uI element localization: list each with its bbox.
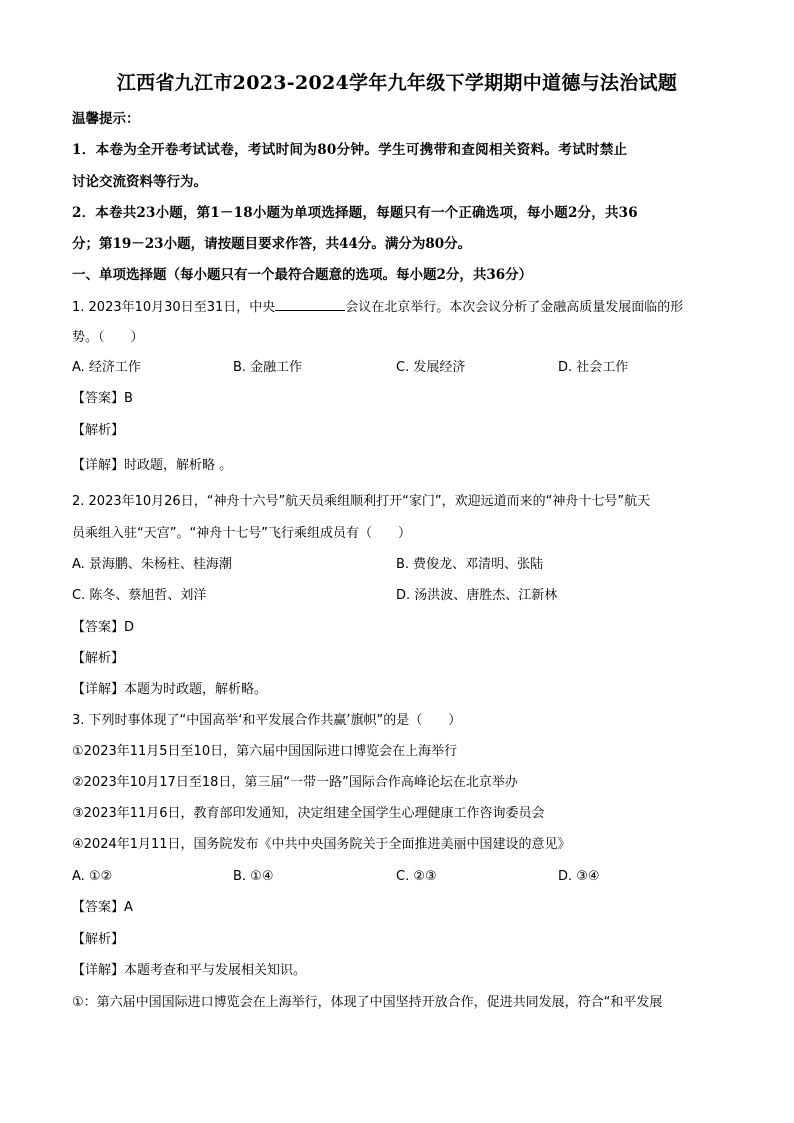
q1-answer-tag: 【答案】 (72, 391, 125, 406)
q3-detail (72, 961, 722, 981)
tips-heading: 温馨提示： (72, 111, 140, 127)
q1-detail (72, 456, 722, 476)
q2-stem-cont: 员乘组入驻“天宫”。“神舟十七号”飞行乘组成员有（ ） (72, 526, 411, 541)
q2-option-b: B. 费俊龙、邓清明、张陆 (396, 557, 544, 572)
q3-stem: 3. 下列时事体现了“中国高举‘和平发展合作共赢’旗帜”的是（ ） (72, 713, 462, 728)
tips-line-2b: 分；第19－23小题，请按题目要求作答，共44分。满分为80分。 (72, 236, 472, 252)
q3-answer (72, 898, 722, 918)
q2-detail (72, 680, 722, 700)
tips-line-2: 2．本卷共23小题，第1－18小题为单项选择题，每题只有一个正确选项，每小题2分，共36 (72, 205, 638, 221)
q3-answer-tag: 【答案】 (72, 900, 125, 915)
q1-option-a: A. 经济工作 (72, 360, 141, 375)
q3-option-a: A. ①② (72, 869, 113, 884)
q3-item-4: ④2024年1月11日，国务院发布《中共中央国务院关于全面推进美丽中国建设的意见》 (72, 837, 571, 852)
tips-line-1: 1．本卷为全开卷考试试卷，考试时间为80分钟。学生可携带和查阅相关资料。考试时禁止 (72, 142, 628, 158)
q1-answer (72, 389, 722, 409)
q1-stem-cont: 势。（ ） (72, 330, 144, 345)
q1-stem-end: 会议在北京举行。本次会议分析了金融高质量发展面临的形 (345, 300, 684, 315)
q3-detail-text: 本题考查和平与发展相关知识。 (124, 963, 307, 978)
q2-answer-tag: 【答案】 (72, 620, 125, 635)
q3-option-c: C. ②③ (396, 869, 437, 884)
q1-option-c: C. 发展经济 (396, 360, 466, 375)
section-heading: 一、单项选择题（每小题只有一个最符合题意的选项。每小题2分，共36分） (72, 267, 533, 283)
page-title: 江西省九江市2023-2024学年九年级下学期期中道德与法治试题 (116, 72, 678, 94)
q1-analysis-tag: 【解析】 (72, 423, 125, 438)
q2-option-a: A. 景海鹏、朱杨柱、桂海潮 (72, 557, 232, 572)
q2-answer-value: D (124, 620, 135, 635)
q2-detail-text: 本题为时政题，解析略。 (124, 682, 268, 697)
q3-detail-tag: 【详解】 (72, 963, 125, 978)
q1-stem-start: 1. 2023年10月30日至31日，中央 (72, 300, 276, 315)
q2-answer (72, 618, 722, 638)
q3-option-b: B. ①④ (233, 869, 274, 884)
q3-answer-value: A (124, 900, 133, 915)
q2-detail-tag: 【详解】 (72, 682, 125, 697)
q3-item-1: ①2023年11月5日至10日，第六届中国国际进口博览会在上海举行 (72, 744, 458, 759)
tips-line-1b: 讨论交流资料等行为。 (72, 174, 207, 190)
q1-detail-tag: 【详解】 (72, 458, 125, 473)
q2-analysis-tag: 【解析】 (72, 651, 125, 666)
q1-option-b: B. 金融工作 (233, 360, 303, 375)
q1-answer-value: B (124, 391, 133, 406)
q1-stem (72, 298, 722, 318)
q3-option-d: D. ③④ (558, 869, 600, 884)
q3-analysis-tag: 【解析】 (72, 932, 125, 947)
q1-option-d: D. 社会工作 (558, 360, 629, 375)
q3-item-3: ③2023年11月6日，教育部印发通知，决定组建全国学生心理健康工作咨询委员会 (72, 806, 545, 821)
q2-option-d: D. 汤洪波、唐胜杰、江新林 (396, 588, 558, 603)
q1-detail-text: 时政题，解析略 。 (124, 458, 233, 473)
q2-option-c: C. 陈冬、蔡旭哲、刘洋 (72, 588, 207, 603)
q2-stem: 2. 2023年10月26日，“神舟十六号”航天员乘组顺利打开“家门”，欢迎远道而来的“神舟十七号”航天 (72, 494, 651, 509)
q3-item-2: ②2023年10月17日至18日，第三届“一带一路”国际合作高峰论坛在北京举办 (72, 775, 518, 790)
q1-blank (275, 298, 345, 311)
q3-explanation-1: ①：第六届中国国际进口博览会在上海举行，体现了中国坚持开放合作，促进共同发展，符合“和平发展 (72, 995, 663, 1010)
